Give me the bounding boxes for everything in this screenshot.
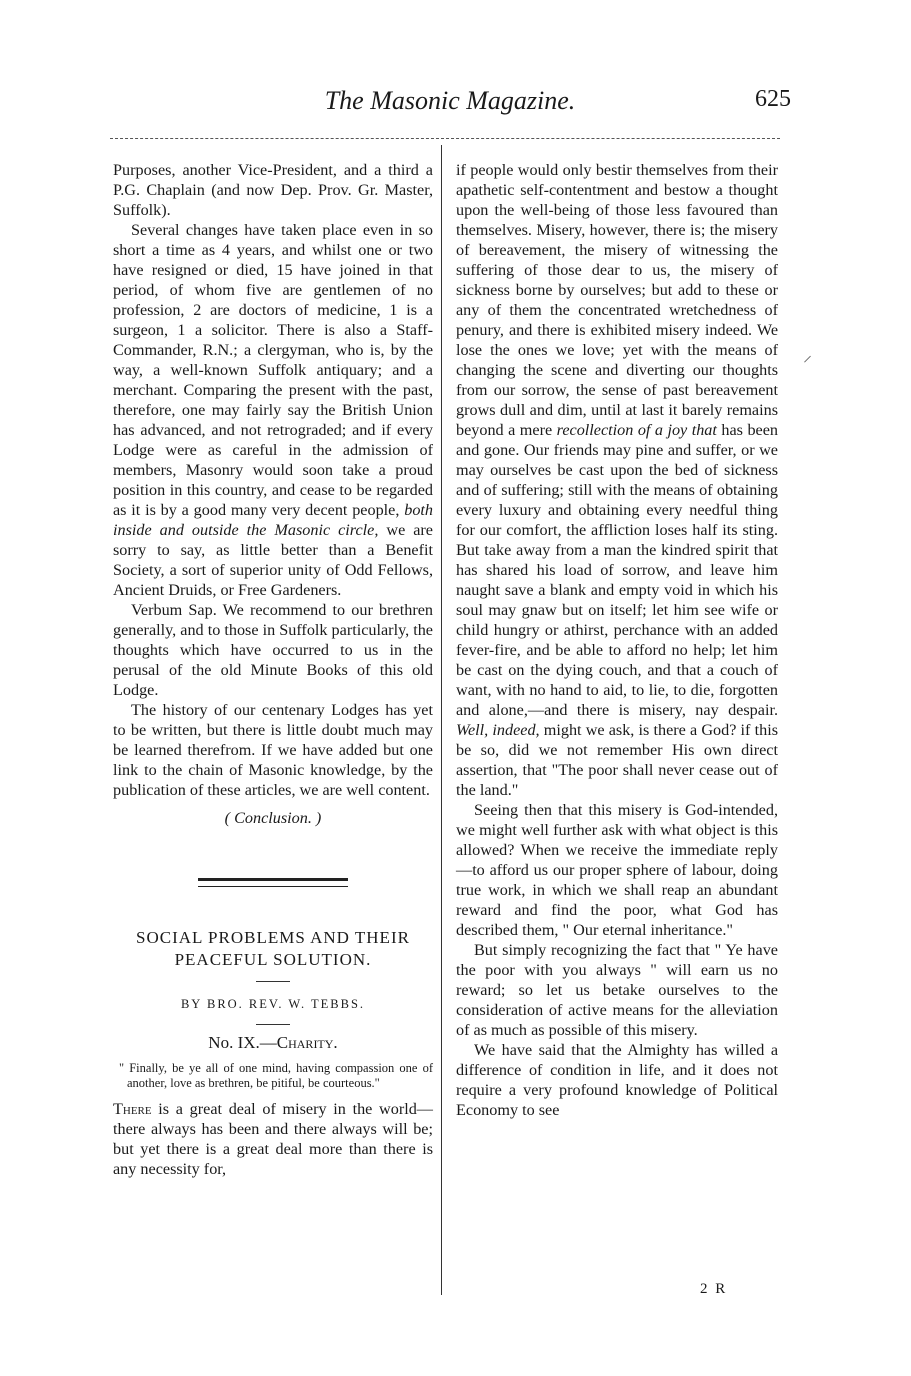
- paragraph: We have said that the Almighty has willed a difference of condition in life, and it does not require a very profound knowledge of Political Economy to see: [456, 1041, 778, 1119]
- paragraph-text: Several changes have taken place even in so short a time as 4 years, and whilst one or two have resigned or died, 15 have joined in that period, of whom five are gentlemen of no profession, 2 are doctors of medicine, 1 is a surgeon, 1 a solicitor. There is also a Staff-Commander, R.N.; a clergyman, who is, by the way, a well-known Suffolk antiquary; and a merchant. Comparing the present with the past, therefore, one may fairly say the British Union has advanced, and not retrograded; and if every Lodge were as careful in the admission of members, Masonry would soon take a proud position in this country, and cease to be regarded as it is by a good many very decent people,: [113, 221, 433, 519]
- italic-phrase: both inside and outside the Masonic circle,: [113, 501, 434, 539]
- paragraph: Verbum Sap. We recommend to our brethren generally, and to those in Suffolk particularly, the thoughts which have occurred to us in the perusal of the old Minute Books of this old Lodge.: [113, 601, 433, 699]
- article-number-text: No. IX.—: [208, 1033, 277, 1052]
- opening-word: There: [113, 1100, 152, 1118]
- paragraph-text: might we ask, is there a God? if this be so, did we not remember His own direct assertion, that "The poor shall never cease out of the land.": [456, 721, 779, 799]
- running-title: The Masonic Magazine.: [324, 86, 576, 115]
- paragraph-text: has been and gone. Our friends may pine and suffer, or we may ourselves be cast upon the bed of sickness and of suffering; still with the means of obtaining every luxury and obtaining every needful thing for our comfort, the affliction loses half its sting. But take away from a man the kindred spirit that has shared his load of sorrow, and leave him naught save a blank and empty void in which his soul may gnaw but on itself; let him see wife or child hungry or athirst, perchance with an added fever-fire, and be able to afford no help; let him be cast on the dying couch, and that a couch of want, with no hand to aid, to lie, to die, forgotten and alone,—and there is misery, nay despair.: [456, 421, 778, 719]
- article-subtitle: Charity.: [276, 1033, 338, 1052]
- paragraph-text: if people would only bestir themselves from their apathetic self-contentment and bestow a thought upon the well-being of those less favoured than themselves. Misery, however, there is; the misery of bereavement, the misery of witnessing the suffering of those dear to us, the misery of sickness borne by ourselves; but add to these or any of them the concentrated wretchedness of penury, and there is exhibited misery indeed. We lose the ones we love; yet with the means of changing the scene and diverting our thoughts from our sorrow, the sense of past bereavement grows dull and dim, until at last it barely remains beyond a mere: [456, 161, 778, 439]
- margin-pencil-mark: ⸝: [803, 345, 812, 365]
- header-rule: [110, 138, 780, 139]
- short-divider: [256, 981, 290, 982]
- paragraph-text: is a great deal of misery in the world—there always has been and there always will be; but yet there is a great deal more than there is any necessity for,: [113, 1100, 433, 1178]
- paragraph: The history of our centenary Lodges has yet to be written, but there is little doubt much may be learned therefrom. If we have added but one link to the chain of Masonic knowledge, by the publication of these articles, we are well content.: [113, 701, 433, 799]
- section-divider: [198, 878, 348, 887]
- paragraph: But simply recognizing the fact that " Ye have the poor with you always " will earn us no reward; so let us betake ourselves to the consideration of active means for the alleviation of as much as possible of this misery.: [456, 941, 778, 1039]
- paragraph: [456, 160, 778, 800]
- article-title: [113, 927, 433, 971]
- conclusion-marker: ( Conclusion. ): [224, 809, 322, 827]
- paragraph: [113, 220, 433, 600]
- paragraph: Seeing then that this misery is God-intended, we might well further ask with what object is this allowed? When we receive the immediate reply—to afford us our proper sphere of labour, doing true work, in which we shall reap an abundant reward and find the poor, what God has described them, " Our eternal inheritance.": [456, 801, 778, 939]
- left-column: [113, 160, 433, 1179]
- article-number: [113, 1033, 433, 1053]
- article-title-line: PEACEFUL SOLUTION.: [174, 950, 372, 969]
- paragraph-text: we are sorry to say, as little better than a Benefit Society, a sort of superior unity of Odd Fellows, Ancient Druids, or Free Gardeners.: [113, 521, 433, 599]
- column-divider: [441, 145, 442, 1295]
- page-number: 625: [755, 86, 791, 112]
- short-divider: [256, 1024, 290, 1025]
- article-title-line: SOCIAL PROBLEMS AND THEIR: [136, 928, 410, 947]
- author-byline: BY BRO. REV. W. TEBBS.: [180, 997, 366, 1011]
- right-column: [456, 160, 778, 1120]
- paragraph: Purposes, another Vice-President, and a third a P.G. Chaplain (and now Dep. Prov. Gr. Master, Suffolk).: [113, 161, 433, 219]
- signature-mark: 2 R: [700, 1281, 728, 1297]
- italic-phrase: recollection of a joy that: [556, 421, 717, 439]
- italic-phrase: Well, indeed,: [456, 721, 540, 739]
- page-header: [105, 86, 795, 126]
- paragraph: [113, 1099, 433, 1179]
- epigraph: " Finally, be ye all of one mind, having compassion one of another, love as brethren, be pitiful, be courteous.": [119, 1061, 433, 1090]
